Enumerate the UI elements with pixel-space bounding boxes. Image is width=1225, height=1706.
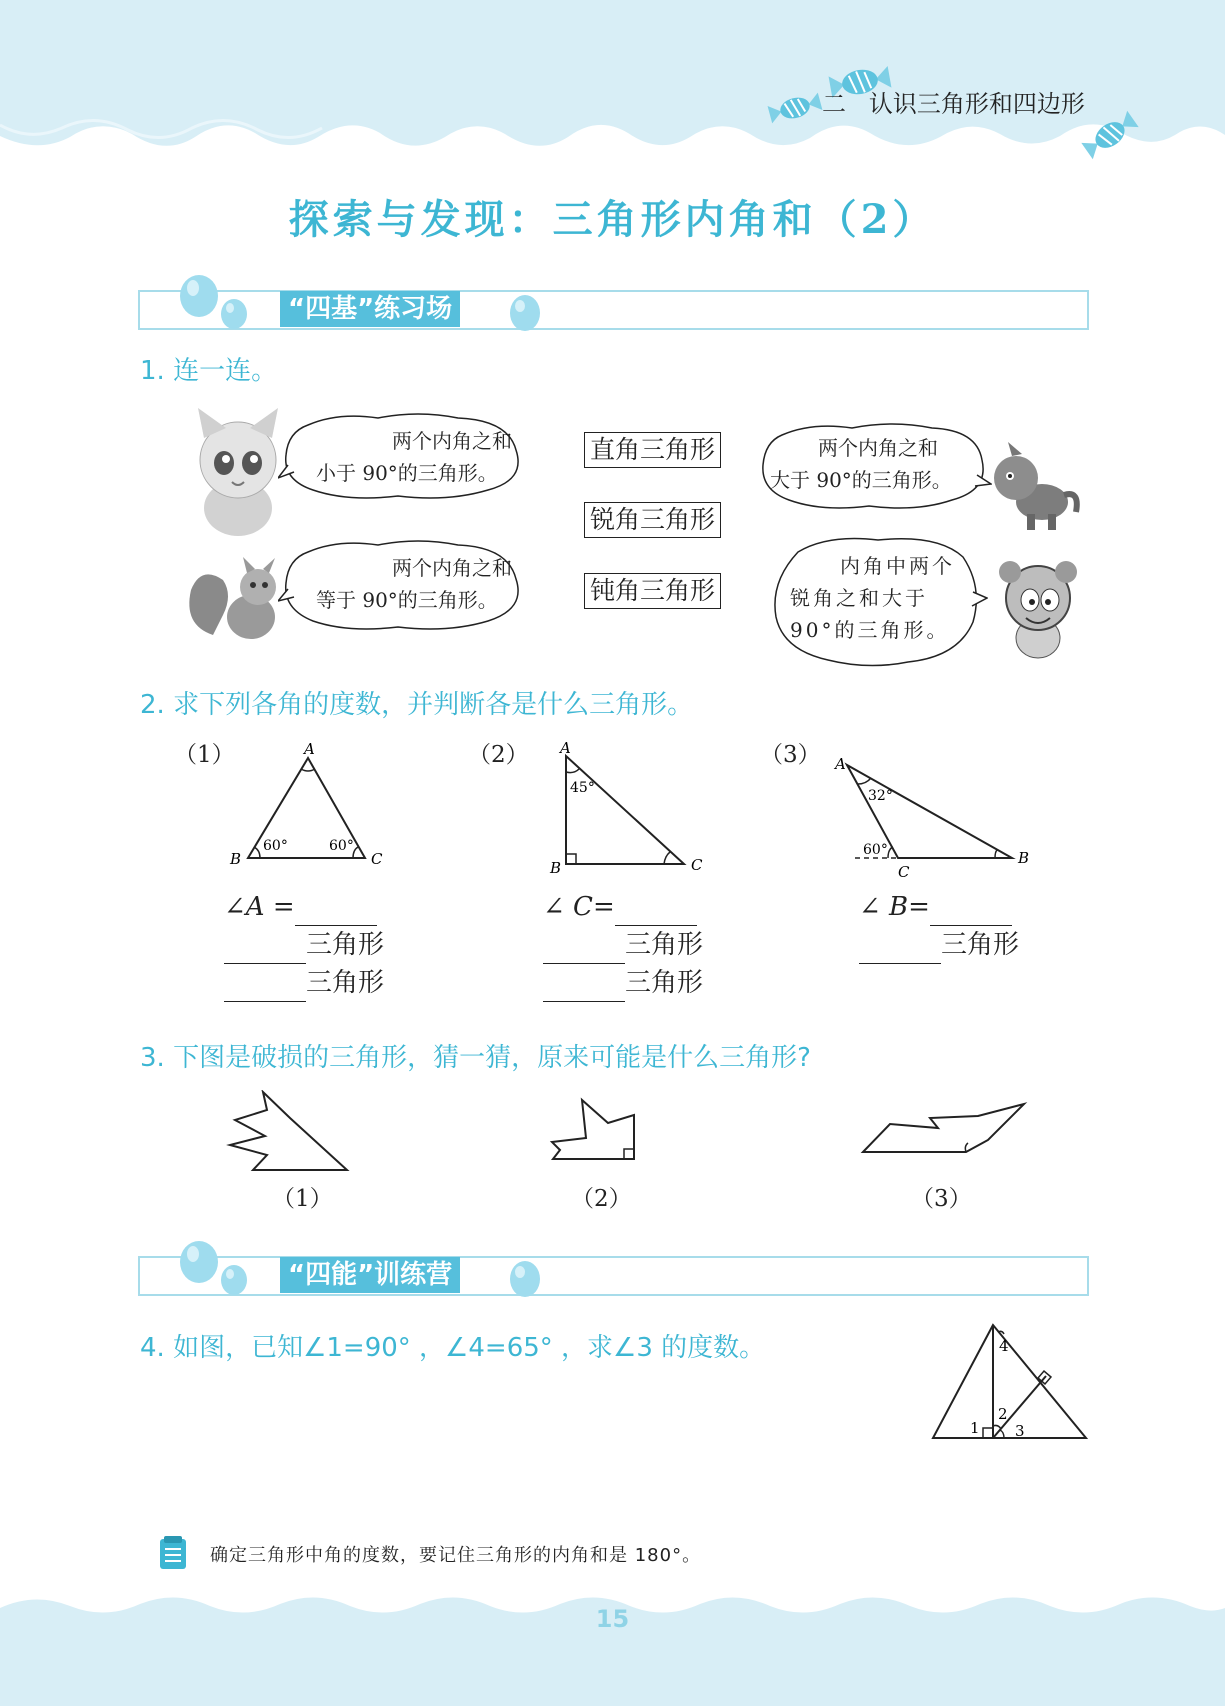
balloon-icon [505,1258,545,1304]
question-2: 2. 求下列各角的度数，并判断各是什么三角形。 [140,690,694,720]
notepad-icon [158,1535,188,1571]
answer-blank[interactable] [543,977,625,1002]
angle-label: 60° [329,838,354,854]
bubble-text: 两个内角之和 大于 90°的三角形。 [770,436,952,492]
section-label-practice: “四基”练习场 [280,291,460,327]
question-3: 3. 下图是破损的三角形，猜一猜，原来可能是什么三角形? [140,1043,811,1073]
broken-triangle-2 [548,1095,643,1165]
answer-blank[interactable] [295,901,377,926]
figure-label: 4 [999,1337,1009,1355]
angle-label: 60° [863,842,888,858]
figure-number: （2） [468,742,529,768]
bubble-text: 两个内角之和 等于 90°的三角形。 [316,556,512,612]
answer-blank[interactable] [930,901,1012,926]
balloon-icon [505,292,545,338]
answer-area-1: ∠A = 三角形 三角形 [224,888,384,1002]
tip-text: 确定三角形中角的度数，要记住三角形的内角和是 180°。 [210,1545,702,1566]
figure-number: （1） [174,742,235,768]
answer-area-3: ∠ B= 三角形 [859,888,1019,964]
question-1: 1. 连一连。 [140,356,278,386]
triangle-type-box[interactable]: 钝角三角形 [584,573,721,609]
triangle-figure-3 [830,748,1040,883]
bear-illustration-icon [990,558,1090,663]
vertex-label: C [371,850,383,868]
answer-blank[interactable] [615,901,697,926]
angle-label: 32° [868,788,893,804]
vertex-label: A [304,740,315,758]
bubble-text: 内角中两个 锐角之和大于 90°的三角形。 [790,554,955,642]
angle-prompt: ∠A = [224,892,295,922]
bubble-text: 两个内角之和 小于 90°的三角形。 [316,429,512,485]
squirrel-illustration-icon [183,555,293,645]
angle-figure [928,1320,1093,1445]
candy-icon [1075,105,1145,165]
figure-label: 2 [998,1405,1008,1423]
balloon-icon [175,1238,255,1298]
vertex-label: B [1018,849,1030,867]
figure-caption: （1） [272,1186,333,1212]
broken-triangle-3 [858,1100,1028,1160]
balloon-icon [175,272,255,332]
figure-caption: （3） [911,1186,972,1212]
broken-triangle-1 [225,1090,355,1175]
vertex-label: A [835,755,846,773]
figure-caption: （2） [571,1186,632,1212]
cat-illustration-icon [188,408,288,538]
angle-prompt: ∠ C= [543,892,615,922]
pony-illustration-icon [982,440,1082,535]
triangle-figure-2 [548,740,718,875]
question-4: 4. 如图，已知∠1=90° ，∠4=65° ，求∠3 的度数。 [140,1333,766,1363]
vertex-label: B [230,850,242,868]
chapter-header: 二 认识三角形和四边形 [822,90,1085,118]
triangle-figure-1 [225,740,395,870]
figure-label: 1 [970,1419,980,1437]
angle-label: 60° [263,838,288,854]
figure-number: （3） [760,742,821,768]
answer-blank[interactable] [543,939,625,964]
triangle-type-box[interactable]: 直角三角形 [584,432,721,468]
angle-label: 45° [570,780,595,796]
vertex-label: B [550,859,562,875]
answer-blank[interactable] [859,939,941,964]
angle-prompt: ∠ B= [859,892,930,922]
answer-blank[interactable] [224,939,306,964]
page-number: 15 [595,1605,630,1633]
vertex-label: A [560,740,571,757]
figure-label: 3 [1015,1422,1025,1440]
answer-blank[interactable] [224,977,306,1002]
vertex-label: C [691,856,703,874]
page-title: 探索与发现：三角形内角和（2） [288,196,937,243]
section-label-training: “四能”训练营 [280,1257,460,1293]
vertex-label: C [898,863,910,881]
triangle-type-box[interactable]: 锐角三角形 [584,502,721,538]
answer-area-2: ∠ C= 三角形 三角形 [543,888,703,1002]
